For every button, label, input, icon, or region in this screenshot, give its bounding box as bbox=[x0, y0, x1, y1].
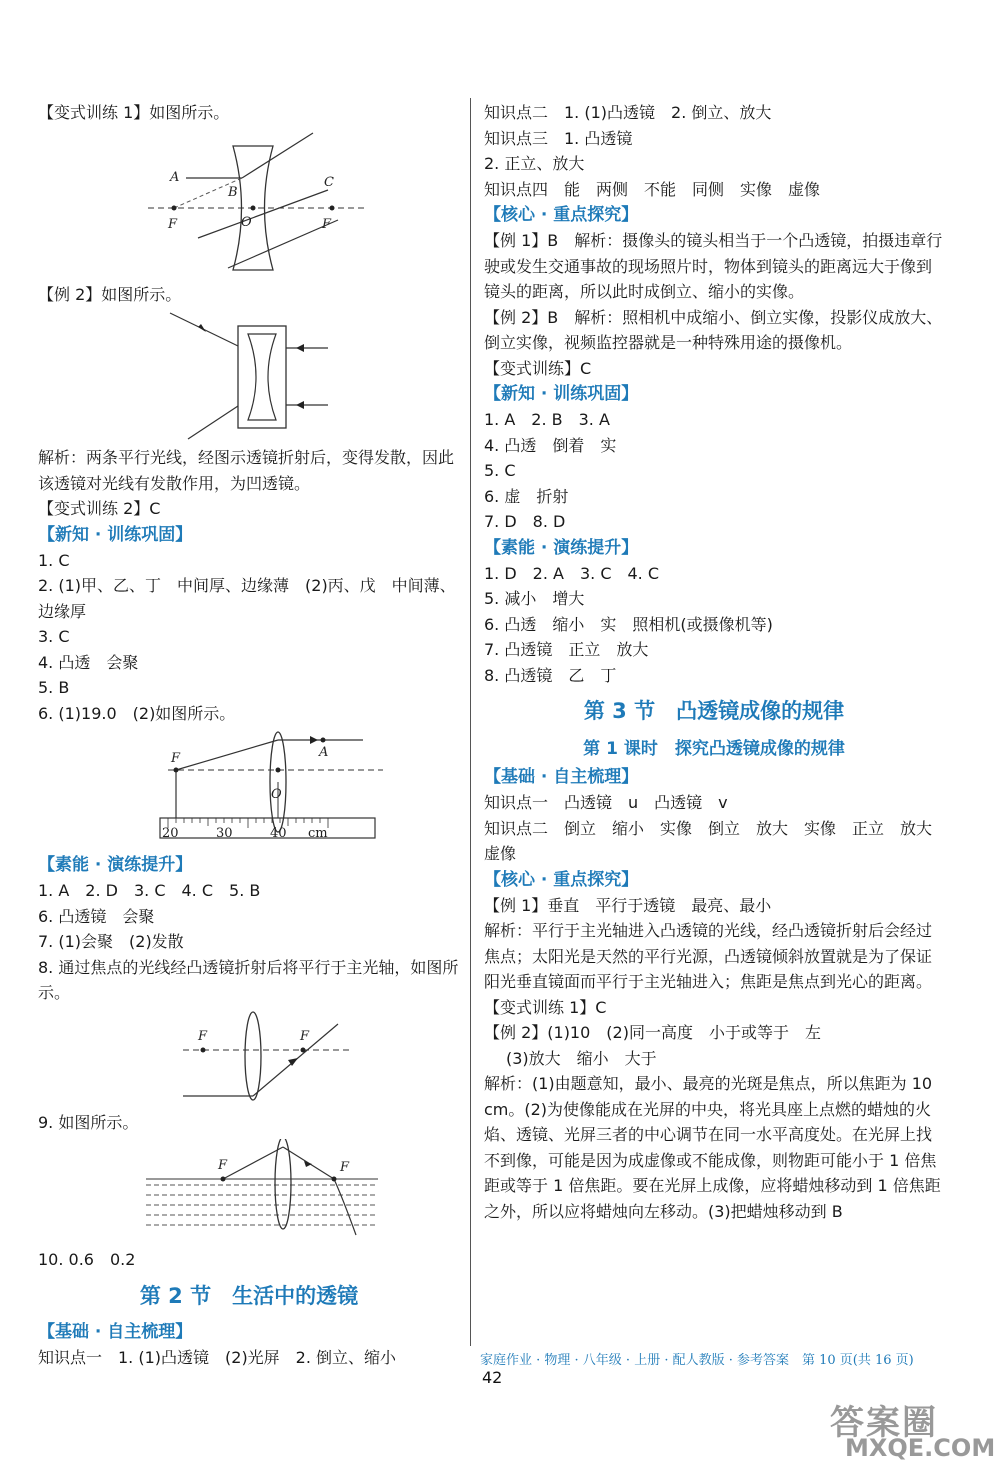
answer-line: 1. A 2. B 3. A bbox=[484, 410, 610, 429]
ruler-unit: cm bbox=[308, 826, 328, 841]
label-f: F bbox=[300, 1028, 310, 1044]
section-header: 【新知 · 训练巩固】 bbox=[38, 524, 193, 545]
answer-line: 知识点一 凸透镜 u 凸透镜 v bbox=[484, 793, 728, 812]
answer-line: 9. 如图所示。 bbox=[38, 1112, 139, 1132]
answer-line: 2. (1)甲、乙、丁 中间厚、边缘薄 (2)丙、戊 中间薄、边缘厚 bbox=[38, 576, 456, 621]
ruler-tick-30: 30 bbox=[216, 826, 233, 841]
page-footer: 家庭作业 · 物理 · 八年级 · 上册 · 配人教版 · 参考答案 第 10 页(共 16 页) bbox=[480, 1353, 914, 1368]
convex-lens-ruler-diagram bbox=[38, 730, 458, 848]
section-header: 【新知 · 训练巩固】 bbox=[484, 384, 639, 404]
label-f: F bbox=[340, 1160, 350, 1175]
answer-line: 【变式训练 1】如图所示。 bbox=[38, 103, 230, 122]
label-f: F bbox=[198, 1028, 208, 1044]
answer-line: 知识点一 1. (1)凸透镜 (2)光屏 2. 倒立、缩小 bbox=[38, 1347, 397, 1367]
convex-lens-focus-diagram bbox=[38, 1010, 458, 1106]
lens-water-diagram bbox=[38, 1139, 458, 1243]
watermark-logo: 答案圈 bbox=[830, 1403, 938, 1443]
answer-line: 1. A 2. D 3. C 4. C 5. B bbox=[38, 881, 261, 900]
answer-line: (3)放大 缩小 大于 bbox=[506, 1048, 657, 1068]
section-title: 第 2 节 生活中的透镜 bbox=[139, 1283, 359, 1308]
answer-line: 6. 凸透 缩小 实 照相机(或摄像机等) bbox=[484, 614, 773, 634]
label-f: F bbox=[218, 1158, 228, 1173]
answer-line: 知识点二 1. (1)凸透镜 2. 倒立、放大 bbox=[484, 103, 772, 122]
answer-line: 【变式训练 2】C bbox=[38, 499, 161, 518]
label-f: F bbox=[168, 216, 178, 232]
explanation: 解析：平行于主光轴进入凸透镜的光线，经凸透镜折射后会经过焦点；太阳光是天然的平行光源，凸透镜倾斜放置就是为了保证阳光垂直镜面而平行于主光轴进入；焦距是焦点到光心的距离。 bbox=[484, 921, 933, 991]
column-divider bbox=[470, 98, 471, 1346]
answer-line: 6. 虚 折射 bbox=[484, 486, 569, 506]
answer-line: 【变式训练 1】C bbox=[484, 997, 607, 1017]
explanation: 解析：两条平行光线，经图示透镜折射后，变得发散，因此该透镜对光线有发散作用，为凹透镜。 bbox=[38, 448, 455, 493]
label-f: F bbox=[171, 751, 181, 766]
answer-line: 6. (1)19.0 (2)如图所示。 bbox=[38, 703, 236, 723]
section-title: 第 3 节 凸透镜成像的规律 bbox=[583, 699, 845, 723]
answer-line: 3. C bbox=[38, 627, 70, 646]
answer-line: 7. (1)会聚 (2)发散 bbox=[38, 932, 184, 951]
label-c: C bbox=[324, 174, 334, 190]
ruler-tick-40: 40 bbox=[270, 826, 287, 841]
answer-line: 7. 凸透镜 正立 放大 bbox=[484, 640, 649, 659]
answer-line: 【例 1】垂直 平行于透镜 最亮、最小 bbox=[484, 895, 772, 915]
page-number: 42 bbox=[482, 1368, 503, 1387]
lesson-title: 第 1 课时 探究凸透镜成像的规律 bbox=[583, 739, 845, 759]
answer-line: 6. 凸透镜 会聚 bbox=[38, 906, 155, 926]
section-header: 【素能 · 演练提升】 bbox=[484, 537, 639, 558]
concave-lens-diagram-1 bbox=[38, 130, 458, 278]
answer-line: 4. 凸透 倒着 实 bbox=[484, 435, 617, 455]
answer-line: 5. C bbox=[484, 461, 516, 480]
answer-line: 【例 2】如图所示。 bbox=[38, 284, 182, 304]
answer-line: 8. 凸透镜 乙 丁 bbox=[484, 665, 617, 685]
answer-line: 【变式训练】C bbox=[484, 358, 592, 378]
ruler-tick-20: 20 bbox=[162, 826, 179, 841]
section-header: 【基础 · 自主梳理】 bbox=[484, 767, 639, 787]
section-header: 【核心 · 重点探究】 bbox=[484, 205, 639, 225]
answer-line: 【例 1】B 解析：摄像头的镜头相当于一个凸透镜，拍摄违章行驶或发生交通事故的现场照片时，物体到镜头的距离远大于像到镜头的距离，所以此时成倒立、缩小的实像。 bbox=[484, 231, 943, 301]
answer-line: 4. 凸透 会聚 bbox=[38, 652, 139, 672]
label-a: A bbox=[319, 745, 329, 760]
lens-box-diagram bbox=[38, 311, 458, 441]
answer-line: 1. D 2. A 3. C 4. C bbox=[484, 563, 660, 583]
answer-line: 10. 0.6 0.2 bbox=[38, 1250, 136, 1269]
answer-line: 7. D 8. D bbox=[484, 512, 566, 531]
right-column bbox=[484, 100, 949, 1224]
answer-line: 知识点三 1. 凸透镜 bbox=[484, 128, 633, 148]
label-f: F bbox=[322, 216, 332, 232]
answer-line: 2. 正立、放大 bbox=[484, 154, 585, 173]
section-header: 【基础 · 自主梳理】 bbox=[38, 1321, 193, 1342]
section-header: 【素能 · 演练提升】 bbox=[38, 855, 193, 875]
answer-line: 1. C bbox=[38, 550, 70, 570]
label-o: O bbox=[241, 214, 252, 230]
answer-line: 知识点四 能 两侧 不能 同侧 实像 虚像 bbox=[484, 179, 821, 199]
label-b: B bbox=[228, 184, 238, 200]
answer-line: 5. B bbox=[38, 678, 70, 697]
label-a: A bbox=[170, 169, 180, 185]
answer-line: 【例 2】(1)10 (2)同一高度 小于或等于 左 bbox=[484, 1023, 821, 1042]
label-o: O bbox=[271, 787, 282, 802]
answer-line: 5. 减小 增大 bbox=[484, 589, 585, 608]
section-header: 【核心 · 重点探究】 bbox=[484, 869, 639, 890]
answer-line: 【例 2】B 解析：照相机中成缩小、倒立实像，投影仪成放大、倒立实像，视频监控器就是一种特殊用途的摄像机。 bbox=[484, 307, 943, 352]
answer-line: 知识点二 倒立 缩小 实像 倒立 放大 实像 正立 放大 虚像 bbox=[484, 818, 949, 863]
watermark-url: MXQE.COM bbox=[845, 1434, 996, 1462]
left-column bbox=[38, 100, 460, 1370]
answer-line: 8. 通过焦点的光线经凸透镜折射后将平行于主光轴，如图所示。 bbox=[38, 957, 459, 1002]
explanation: 解析：(1)由题意知，最小、最亮的光斑是焦点，所以焦距为 10 cm。(2)为使像能成在光屏的中央，将光具座上点燃的蜡烛的火焰、透镜、光屏三者的中心调节在同一水平高度处。在光屏上找不到像，可能是因为成虚像或不能成像，则物距可能小于 1 倍焦距或等于 1 倍焦距。要在光屏上成像，应将蜡烛移动到 1 倍焦距之外，所以应将蜡烛向左移动。(3)把蜡烛移动到 B bbox=[484, 1074, 941, 1221]
